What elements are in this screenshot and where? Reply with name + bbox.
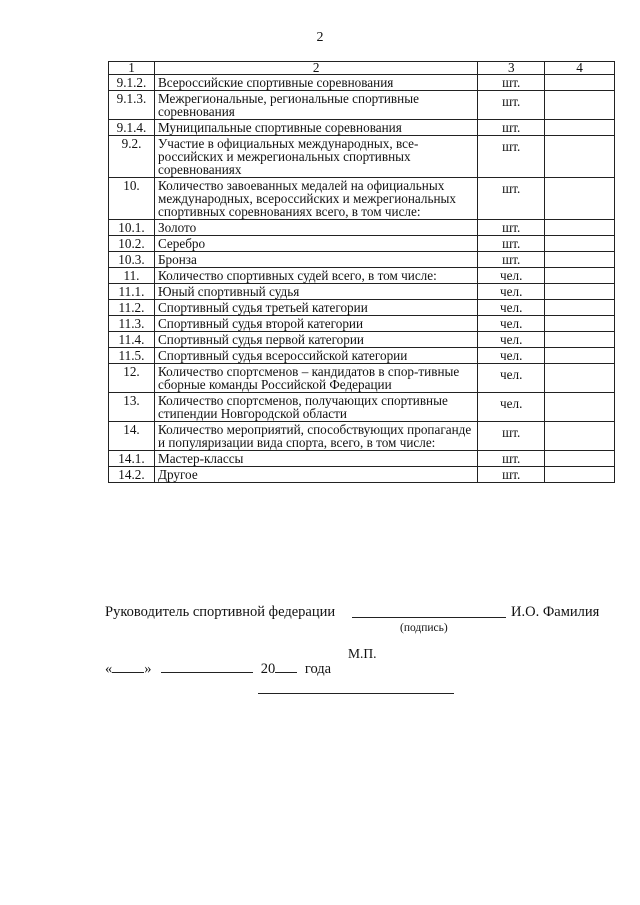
table-row: [109, 284, 615, 300]
row-unit: чел.: [478, 393, 545, 422]
row-value[interactable]: [545, 467, 615, 483]
row-description: Другое: [154, 467, 477, 483]
row-description: Спортивный судья всероссийской категории: [154, 348, 477, 364]
row-value[interactable]: [545, 268, 615, 284]
row-unit: чел.: [478, 316, 545, 332]
table-row: [109, 348, 615, 364]
table-row: [109, 316, 615, 332]
row-number: 14.1.: [109, 451, 155, 467]
row-unit: шт.: [478, 178, 545, 220]
date-close-quote: »: [144, 661, 152, 677]
signature-caption: (подпись): [400, 622, 448, 634]
table-row: [109, 422, 615, 451]
row-description: Спортивный судья первой категории: [154, 332, 477, 348]
date-year-suffix: года: [304, 661, 332, 677]
table-row: [109, 332, 615, 348]
date-year-prefix: 20: [260, 661, 276, 677]
row-description: Золото: [154, 220, 477, 236]
row-number: 11.2.: [109, 300, 155, 316]
table-row: [109, 75, 615, 91]
table-row: [109, 178, 615, 220]
row-number: 9.1.4.: [109, 120, 155, 136]
row-unit: чел.: [478, 348, 545, 364]
row-description: Юный спортивный судья: [154, 284, 477, 300]
row-unit: чел.: [478, 300, 545, 316]
date-year-blank[interactable]: [275, 660, 297, 673]
row-number: 14.: [109, 422, 155, 451]
row-description: Количество завоеванных медалей на официальных международных, всероссийских и межрегиональных спортивных соревнованиях всего, в том числе:: [154, 178, 477, 220]
row-value[interactable]: [545, 178, 615, 220]
row-description: Всероссийские спортивные соревнования: [154, 75, 477, 91]
stamp-place: М.П.: [348, 646, 377, 661]
report-table: [108, 61, 615, 483]
table-row: [109, 268, 615, 284]
table-row: [109, 467, 615, 483]
row-number: 12.: [109, 364, 155, 393]
row-value[interactable]: [545, 284, 615, 300]
table-row: [109, 120, 615, 136]
row-unit: чел.: [478, 268, 545, 284]
row-value[interactable]: [545, 220, 615, 236]
page-number: 2: [316, 30, 324, 45]
row-description: Количество спортсменов – кандидатов в спор-тивные сборные команды Российской Федерации: [154, 364, 477, 393]
table-row: [109, 91, 615, 120]
row-description: Бронза: [154, 252, 477, 268]
row-description: Количество спортивных судей всего, в том числе:: [154, 268, 477, 284]
column-header-1: 1: [109, 62, 155, 75]
date-line: [105, 660, 331, 678]
table-row: [109, 393, 615, 422]
row-value[interactable]: [545, 91, 615, 120]
column-header-4: 4: [545, 62, 615, 75]
row-number: 14.2.: [109, 467, 155, 483]
date-day-blank[interactable]: [112, 660, 144, 673]
row-number: 9.1.3.: [109, 91, 155, 120]
row-value[interactable]: [545, 332, 615, 348]
row-value[interactable]: [545, 348, 615, 364]
table-row: [109, 136, 615, 178]
row-value[interactable]: [545, 252, 615, 268]
table-row: [109, 451, 615, 467]
signature-label: Руководитель спортивной федерации: [105, 604, 336, 620]
row-value[interactable]: [545, 120, 615, 136]
row-description: Спортивный судья второй категории: [154, 316, 477, 332]
row-value[interactable]: [545, 393, 615, 422]
table-row: [109, 300, 615, 316]
column-header-2: 2: [154, 62, 477, 75]
row-value[interactable]: [545, 364, 615, 393]
row-value[interactable]: [545, 75, 615, 91]
row-number: 11.5.: [109, 348, 155, 364]
row-unit: шт.: [478, 75, 545, 91]
row-number: 11.4.: [109, 332, 155, 348]
signature-line[interactable]: [352, 617, 506, 618]
table-row: [109, 236, 615, 252]
row-unit: чел.: [478, 332, 545, 348]
row-unit: шт.: [478, 236, 545, 252]
row-description: Межрегиональные, региональные спортивные соревнования: [154, 91, 477, 120]
row-unit: шт.: [478, 220, 545, 236]
row-unit: чел.: [478, 364, 545, 393]
row-number: 10.2.: [109, 236, 155, 252]
row-value[interactable]: [545, 236, 615, 252]
date-month-blank[interactable]: [161, 660, 253, 673]
row-description: Количество мероприятий, способствующих пропаганде и популяризации вида спорта, всего, в том числе:: [154, 422, 477, 451]
row-number: 9.2.: [109, 136, 155, 178]
table-header-row: [109, 62, 615, 75]
signatory-name: И.О. Фамилия: [511, 604, 600, 620]
row-description: Количество спортсменов, получающих спортивные стипендии Новгородской области: [154, 393, 477, 422]
row-number: 11.: [109, 268, 155, 284]
row-unit: шт.: [478, 451, 545, 467]
row-value[interactable]: [545, 300, 615, 316]
row-value[interactable]: [545, 136, 615, 178]
table-row: [109, 364, 615, 393]
row-unit: шт.: [478, 120, 545, 136]
row-number: 13.: [109, 393, 155, 422]
row-description: Серебро: [154, 236, 477, 252]
row-number: 9.1.2.: [109, 75, 155, 91]
row-description: Участие в официальных международных, все-российских и межрегиональных спортивных соревнованиях: [154, 136, 477, 178]
row-unit: шт.: [478, 252, 545, 268]
row-number: 10.: [109, 178, 155, 220]
row-number: 10.3.: [109, 252, 155, 268]
row-value[interactable]: [545, 316, 615, 332]
row-description: Спортивный судья третьей категории: [154, 300, 477, 316]
row-description: Муниципальные спортивные соревнования: [154, 120, 477, 136]
row-number: 11.1.: [109, 284, 155, 300]
column-header-3: 3: [478, 62, 545, 75]
row-unit: шт.: [478, 136, 545, 178]
row-number: 10.1.: [109, 220, 155, 236]
table-row: [109, 252, 615, 268]
row-number: 11.3.: [109, 316, 155, 332]
row-unit: шт.: [478, 467, 545, 483]
row-unit: шт.: [478, 422, 545, 451]
date-open-quote: «: [105, 661, 113, 677]
row-value[interactable]: [545, 451, 615, 467]
bottom-blank-line[interactable]: [258, 693, 454, 694]
row-unit: чел.: [478, 284, 545, 300]
row-value[interactable]: [545, 422, 615, 451]
table-row: [109, 220, 615, 236]
row-unit: шт.: [478, 91, 545, 120]
row-description: Мастер-классы: [154, 451, 477, 467]
